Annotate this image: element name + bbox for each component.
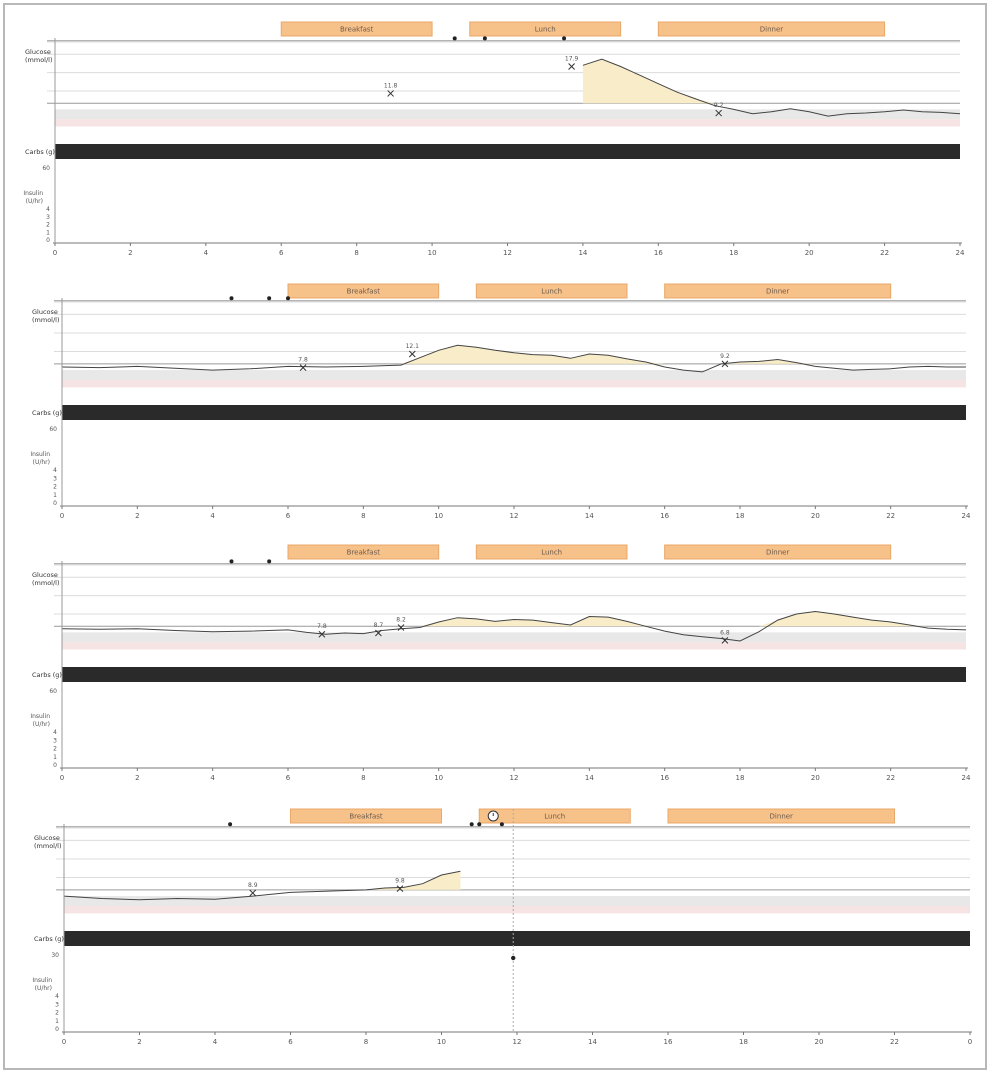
x-axis-tick-label: 10 <box>427 249 437 257</box>
insulin-axis-unit: (U/hr) <box>32 459 50 466</box>
x-axis-tick-label: 20 <box>814 1038 824 1046</box>
event-marker <box>477 822 481 826</box>
insulin-tick: 4 <box>53 729 57 736</box>
event-marker <box>230 296 234 300</box>
x-axis-tick-label: 22 <box>886 774 896 782</box>
meal-period-label: Breakfast <box>346 287 380 296</box>
insulin-tick: 1 <box>46 229 50 237</box>
glucose-axis-unit: (mmol/l) <box>34 842 62 850</box>
glucose-reading-label: 6.8 <box>720 629 730 637</box>
carbs-axis-label: Carbs (g) <box>32 409 62 417</box>
insulin-tick: 4 <box>55 993 59 1000</box>
meal-period-label: Dinner <box>769 812 793 821</box>
glucose-axis-unit: (mmol/l) <box>32 316 60 324</box>
glucose-target-band <box>62 370 966 380</box>
insulin-tick: 3 <box>53 475 57 483</box>
x-axis-tick-label: 20 <box>804 249 814 257</box>
x-axis-tick-label: 2 <box>135 512 140 520</box>
glucose-reading-label: 17.9 <box>564 55 579 63</box>
glucose-target-band <box>62 632 966 642</box>
x-axis-tick-label: 16 <box>653 249 663 257</box>
x-axis-tick-label: 14 <box>588 1038 597 1046</box>
insulin-axis-label: Insulin <box>30 713 50 720</box>
x-axis-tick-label: 10 <box>437 1038 446 1046</box>
carbs-bar <box>64 931 970 946</box>
glucose-high-area <box>62 342 966 364</box>
x-axis-tick-label: 4 <box>210 512 215 520</box>
x-axis-tick-label: 18 <box>735 774 745 782</box>
glucose-reading-label: 8.9 <box>247 881 258 889</box>
meal-period-label: Dinner <box>765 287 790 296</box>
insulin-tick: 0 <box>55 1026 59 1033</box>
glucose-target-band <box>55 109 960 119</box>
insulin-tick: 3 <box>46 213 50 221</box>
carbs-tick: 60 <box>49 426 57 433</box>
x-axis-tick-label: 6 <box>285 512 291 520</box>
chart-panel-4 <box>32 809 972 1046</box>
meal-period-label: Lunch <box>534 25 556 34</box>
x-axis-tick-label: 6 <box>285 774 291 782</box>
insulin-tick: 3 <box>53 737 57 745</box>
insulin-tick: 0 <box>53 500 57 507</box>
chart-panel-3 <box>30 545 971 782</box>
event-marker <box>453 36 457 40</box>
glucose-line <box>64 871 460 900</box>
x-axis-tick-label: 14 <box>584 774 594 782</box>
event-marker <box>500 822 504 826</box>
x-axis-tick-label: 24 <box>955 249 965 257</box>
event-marker <box>562 36 566 40</box>
meal-period-label: Breakfast <box>340 25 374 34</box>
meal-period-label: Breakfast <box>346 548 380 557</box>
event-marker <box>470 822 474 826</box>
carbs-bar <box>62 405 966 420</box>
x-axis-tick-label: 0 <box>52 249 58 257</box>
glucose-axis-unit: (mmol/l) <box>32 579 60 587</box>
x-axis-tick-label: 8 <box>361 512 366 520</box>
glucose-low-band <box>62 642 966 649</box>
insulin-axis-label: Insulin <box>30 451 50 458</box>
x-axis-tick-label: 22 <box>886 512 896 520</box>
x-axis-tick-label: 16 <box>663 1038 673 1046</box>
x-axis-tick-label: 24 <box>961 512 971 520</box>
glucose-low-band <box>55 119 960 126</box>
insulin-tick: 1 <box>55 1017 59 1025</box>
x-axis-tick-label: 10 <box>434 512 444 520</box>
insulin-tick: 0 <box>53 762 57 769</box>
carbs-tick: 60 <box>42 165 50 172</box>
event-marker <box>483 36 487 40</box>
carbs-tick: 60 <box>49 688 57 695</box>
event-marker <box>286 296 290 300</box>
glucose-high-area <box>583 59 960 103</box>
insulin-tick: 3 <box>55 1001 59 1009</box>
x-axis-tick-label: 14 <box>578 249 588 257</box>
x-axis-tick-label: 20 <box>810 512 820 520</box>
glucose-axis-label: Glucose <box>32 571 58 579</box>
glucose-reading-label: 11.8 <box>383 82 398 90</box>
glucose-reading-label: 7.8 <box>317 623 327 631</box>
meal-period-label: Lunch <box>541 287 563 296</box>
x-axis-tick-label: 2 <box>135 774 140 782</box>
glucose-axis-label: Glucose <box>34 834 60 842</box>
insulin-tick: 2 <box>46 221 50 229</box>
x-axis-tick-label: 2 <box>128 249 133 257</box>
insulin-axis-unit: (U/hr) <box>25 198 43 205</box>
glucose-reading-label: 12.1 <box>405 342 419 350</box>
event-marker <box>230 559 234 563</box>
x-axis-tick-label: 24 <box>961 774 971 782</box>
glucose-reading-label: 9.8 <box>395 877 405 885</box>
insulin-tick: 1 <box>53 491 57 499</box>
x-axis-tick-label: 18 <box>729 249 739 257</box>
carb-entry-marker <box>511 956 515 960</box>
meal-period-label: Lunch <box>544 812 566 821</box>
insulin-axis-label: Insulin <box>32 977 52 984</box>
x-axis-tick-label: 2 <box>137 1038 142 1046</box>
insulin-tick: 2 <box>53 745 57 753</box>
x-axis-tick-label: 0 <box>59 512 65 520</box>
x-axis-tick-label: 20 <box>810 774 820 782</box>
x-axis-tick-label: 14 <box>584 512 594 520</box>
chart-panel-1 <box>23 22 965 257</box>
carbs-tick: 30 <box>51 952 59 959</box>
carbs-axis-label: Carbs (g) <box>25 148 55 156</box>
glucose-reading-label: 7.8 <box>298 356 308 364</box>
x-axis-tick-label: 8 <box>354 249 359 257</box>
x-axis-tick-label: 16 <box>660 512 670 520</box>
carbs-bar <box>55 144 960 159</box>
x-axis-tick-label: 0 <box>61 1038 67 1046</box>
glucose-axis-label: Glucose <box>32 308 58 316</box>
event-marker <box>228 822 232 826</box>
insulin-axis-unit: (U/hr) <box>32 721 50 728</box>
glucose-axis-label: Glucose <box>25 48 51 56</box>
insulin-tick: 4 <box>46 206 50 213</box>
glucose-reading-label: 9.2 <box>713 102 724 110</box>
x-axis-tick-label: 12 <box>503 249 512 257</box>
event-marker <box>267 559 271 563</box>
glucose-low-band <box>64 906 970 913</box>
x-axis-tick-label: 18 <box>739 1038 748 1046</box>
x-axis-tick-label: 12 <box>509 512 519 520</box>
meal-period-label: Breakfast <box>349 812 383 821</box>
glucose-reading-label: 8.2 <box>396 616 406 624</box>
carbs-axis-label: Carbs (g) <box>34 935 64 943</box>
glucose-reading-label: 9.2 <box>720 352 730 360</box>
insulin-tick: 2 <box>53 483 57 491</box>
x-axis-tick-label: 8 <box>363 1038 369 1046</box>
x-axis-tick-label: 12 <box>512 1038 522 1046</box>
carbs-bar <box>62 667 966 682</box>
meal-period-label: Lunch <box>541 548 563 557</box>
meal-period-label: Dinner <box>765 548 790 557</box>
x-axis-tick-label: 4 <box>210 774 215 782</box>
glucose-axis-unit: (mmol/l) <box>25 56 53 64</box>
meal-period-label: Dinner <box>759 25 784 34</box>
glucose-reading-label: 8.7 <box>373 621 384 629</box>
carbs-axis-label: Carbs (g) <box>32 671 62 679</box>
glucose-target-band <box>64 896 970 906</box>
insulin-tick: 0 <box>46 237 50 244</box>
insulin-axis-unit: (U/hr) <box>34 985 52 992</box>
x-axis-tick-label: 0 <box>967 1038 973 1046</box>
x-axis-tick-label: 8 <box>361 774 366 782</box>
x-axis-tick-label: 16 <box>660 774 670 782</box>
x-axis-tick-label: 4 <box>212 1038 218 1046</box>
x-axis-tick-label: 22 <box>880 249 890 257</box>
event-marker <box>267 296 271 300</box>
insulin-tick: 2 <box>55 1009 59 1017</box>
insulin-tick: 1 <box>53 753 57 761</box>
insulin-tick: 4 <box>53 467 57 474</box>
x-axis-tick-label: 6 <box>288 1038 293 1046</box>
x-axis-tick-label: 18 <box>735 512 745 520</box>
glucose-low-band <box>62 380 966 387</box>
x-axis-tick-label: 4 <box>203 249 209 257</box>
x-axis-tick-label: 6 <box>279 249 284 257</box>
x-axis-tick-label: 0 <box>59 774 65 782</box>
chart-panel-2 <box>30 284 971 520</box>
x-axis-tick-label: 12 <box>509 774 519 782</box>
x-axis-tick-label: 22 <box>890 1038 899 1046</box>
insulin-axis-label: Insulin <box>23 190 43 197</box>
x-axis-tick-label: 10 <box>434 774 444 782</box>
